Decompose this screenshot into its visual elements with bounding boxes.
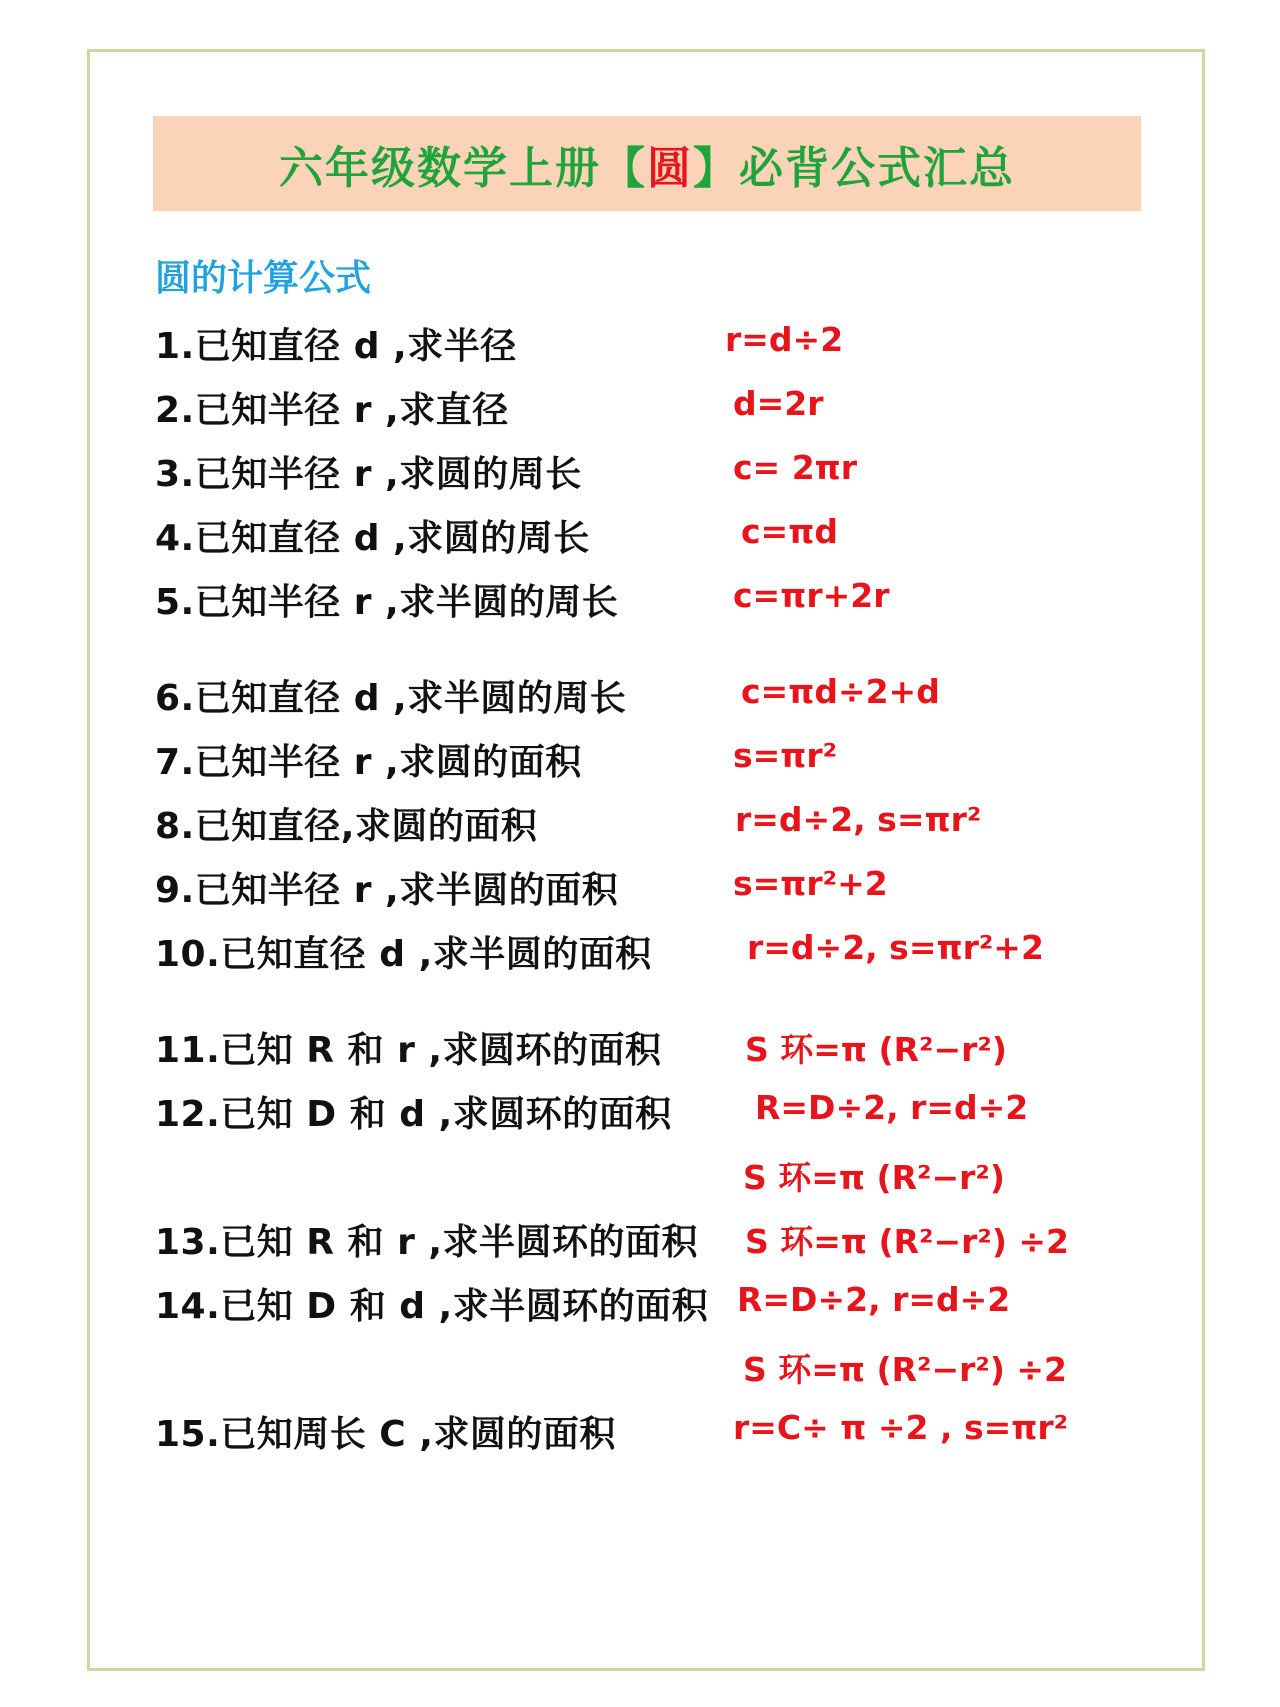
question-12: 12.已知 D 和 d ,求圆环的面积 xyxy=(155,1094,672,1135)
formula-3: c= 2πr xyxy=(733,448,858,487)
formula-12b: S 环=π (R²−r²) xyxy=(743,1158,1005,1197)
question-6: 6.已知直径 d ,求半圆的周长 xyxy=(155,678,627,719)
formula-11: S 环=π (R²−r²) xyxy=(745,1030,1007,1069)
formula-14a: R=D÷2, r=d÷2 xyxy=(737,1280,1011,1319)
title-suffix: 】必背公式汇总 xyxy=(693,142,1015,194)
question-1: 1.已知直径 d ,求半径 xyxy=(155,326,517,367)
question-5: 5.已知半径 r ,求半圆的周长 xyxy=(155,582,619,623)
formula-10: r=d÷2, s=πr²+2 xyxy=(747,928,1044,967)
formula-6: c=πd÷2+d xyxy=(741,672,940,711)
question-7: 7.已知半径 r ,求圆的面积 xyxy=(155,742,582,783)
question-9: 9.已知半径 r ,求半圆的面积 xyxy=(155,870,619,911)
section-title: 圆的计算公式 xyxy=(155,258,372,299)
question-15: 15.已知周长 C ,求圆的面积 xyxy=(155,1414,616,1455)
question-11: 11.已知 R 和 r ,求圆环的面积 xyxy=(155,1030,662,1071)
title-highlight: 圆 xyxy=(647,142,693,194)
formula-4: c=πd xyxy=(741,512,838,551)
formula-5: c=πr+2r xyxy=(733,576,890,615)
title-prefix: 六年级数学上册【 xyxy=(279,142,647,194)
formula-1: r=d÷2 xyxy=(725,320,844,359)
formula-14b: S 环=π (R²−r²) ÷2 xyxy=(743,1350,1068,1389)
formula-9: s=πr²+2 xyxy=(733,864,888,903)
question-14: 14.已知 D 和 d ,求半圆环的面积 xyxy=(155,1286,709,1327)
question-10: 10.已知直径 d ,求半圆的面积 xyxy=(155,934,652,975)
question-13: 13.已知 R 和 r ,求半圆环的面积 xyxy=(155,1222,699,1263)
question-8: 8.已知直径,求圆的面积 xyxy=(155,806,538,847)
formula-2: d=2r xyxy=(733,384,824,423)
question-3: 3.已知半径 r ,求圆的周长 xyxy=(155,454,582,495)
formula-13: S 环=π (R²−r²) ÷2 xyxy=(745,1222,1070,1261)
title-banner xyxy=(153,116,1141,211)
formula-12a: R=D÷2, r=d÷2 xyxy=(755,1088,1029,1127)
formula-15: r=C÷ π ÷2 , s=πr² xyxy=(733,1408,1069,1447)
question-4: 4.已知直径 d ,求圆的周长 xyxy=(155,518,590,559)
formula-7: s=πr² xyxy=(733,736,838,775)
question-2: 2.已知半径 r ,求直径 xyxy=(155,390,509,431)
formula-8: r=d÷2, s=πr² xyxy=(735,800,982,839)
